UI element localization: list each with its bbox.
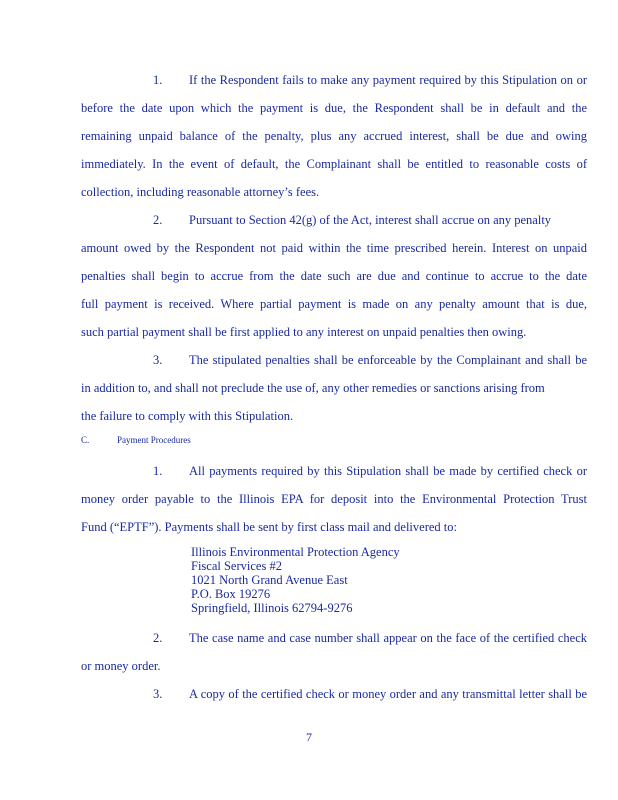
paragraph-2-line-3: penalties shall begin to accrue from the date such are due and continue to accrue to the date bbox=[81, 269, 587, 283]
section-title: Payment Procedures bbox=[117, 435, 191, 445]
section-letter: C. bbox=[81, 435, 90, 445]
page-number: 7 bbox=[306, 730, 312, 744]
payment-paragraph-1-line-3: Fund (“EPTF”). Payments shall be sent by first class mail and delivered to: bbox=[81, 520, 457, 534]
address-line-po-box: P.O. Box 19276 bbox=[191, 587, 271, 601]
paragraph-2-line-1 bbox=[81, 212, 587, 228]
line-text: The case name and case number shall appear on the face of the certified check bbox=[189, 631, 587, 645]
payment-paragraph-1-line-1 bbox=[81, 463, 587, 479]
paragraph-1-line-4: immediately. In the event of default, the Complainant shall be entitled to reasonable costs of bbox=[81, 157, 587, 171]
item-number: 2. bbox=[153, 631, 163, 645]
address-line-city: Springfield, Illinois 62794-9276 bbox=[191, 601, 353, 615]
line-text: Pursuant to Section 42(g) of the Act, interest shall accrue on any penalty bbox=[189, 213, 552, 227]
payment-paragraph-1-line-2: money order payable to the Illinois EPA for deposit into the Environmental Protection Trust bbox=[81, 492, 587, 506]
item-number: 3. bbox=[153, 353, 163, 367]
paragraph-1-line-1 bbox=[81, 72, 587, 88]
item-number: 1. bbox=[153, 73, 163, 87]
paragraph-2-line-5: such partial payment shall be first applied to any interest on unpaid penalties then owing. bbox=[81, 325, 527, 339]
paragraph-3-line-3: the failure to comply with this Stipulation. bbox=[81, 409, 294, 423]
address-line-agency: Illinois Environmental Protection Agency bbox=[191, 545, 400, 559]
paragraph-3-line-1 bbox=[81, 352, 587, 368]
line-text: A copy of the certified check or money order and any transmittal letter shall be bbox=[189, 687, 587, 701]
item-number: 2. bbox=[153, 213, 163, 227]
line-text: If the Respondent fails to make any payment required by this Stipulation on or bbox=[189, 73, 587, 87]
address-line-street: 1021 North Grand Avenue East bbox=[191, 573, 348, 587]
paragraph-2-line-2: amount owed by the Respondent not paid within the time prescribed herein. Interest on unpaid bbox=[81, 241, 587, 255]
paragraph-1-line-3: remaining unpaid balance of the penalty, plus any accrued interest, shall be due and owing bbox=[81, 129, 587, 143]
paragraph-2-line-4: full payment is received. Where partial payment is made on any penalty amount that is due, bbox=[81, 297, 587, 311]
payment-paragraph-2-line-1 bbox=[81, 630, 587, 646]
address-line-fiscal: Fiscal Services #2 bbox=[191, 559, 282, 573]
payment-paragraph-2-line-2: or money order. bbox=[81, 659, 161, 673]
line-text: All payments required by this Stipulation shall be made by certified check or bbox=[189, 464, 587, 478]
line-text: The stipulated penalties shall be enforceable by the Complainant and shall be bbox=[189, 353, 587, 367]
payment-paragraph-3-line-1 bbox=[81, 686, 587, 702]
item-number: 1. bbox=[153, 464, 163, 478]
paragraph-1-line-2: before the date upon which the payment is due, the Respondent shall be in default and the bbox=[81, 101, 587, 115]
paragraph-3-line-2: in addition to, and shall not preclude the use of, any other remedies or sanctions arising from bbox=[81, 381, 545, 395]
paragraph-1-line-5: collection, including reasonable attorney’s fees. bbox=[81, 185, 320, 199]
section-heading bbox=[81, 434, 191, 446]
item-number: 3. bbox=[153, 687, 163, 701]
